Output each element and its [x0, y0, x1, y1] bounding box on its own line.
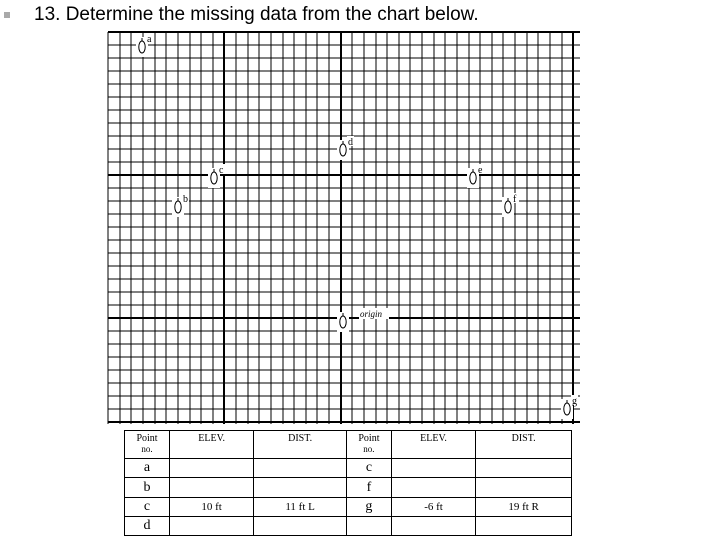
table-cell: [254, 459, 347, 478]
table-cell: [476, 516, 572, 535]
table-cell: [254, 478, 347, 497]
table-cell: [170, 516, 254, 535]
table-cell: [391, 459, 475, 478]
point-g-label: g: [572, 396, 577, 407]
point-d-symbol: [340, 144, 346, 156]
table-cell: 19 ft R: [476, 497, 572, 516]
table-cell: g: [346, 497, 391, 516]
header-elev-left: ELEV.: [170, 431, 254, 459]
table-cell: [170, 478, 254, 497]
header-elev-right: ELEV.: [391, 431, 475, 459]
table-cell: f: [346, 478, 391, 497]
point-b-label: b: [183, 194, 188, 205]
table-cell: [476, 478, 572, 497]
point-c-symbol: [211, 172, 217, 184]
point-e-label: e: [478, 165, 483, 176]
point-f-label: f: [513, 194, 517, 205]
point-c-label: c: [219, 165, 224, 176]
table-cell: [346, 516, 391, 535]
point-a-label: a: [147, 34, 152, 45]
table-cell: 10 ft: [170, 497, 254, 516]
page-title: 13. Determine the missing data from the chart below.: [34, 4, 479, 25]
table-cell: c: [346, 459, 391, 478]
table-cell: d: [125, 516, 170, 535]
point-e-symbol: [470, 172, 476, 184]
table-row: [125, 497, 572, 516]
point-f-symbol: [505, 201, 511, 213]
header-dist-left: DIST.: [254, 431, 347, 459]
header-dist-right: DIST.: [476, 431, 572, 459]
table-row: [125, 459, 572, 478]
point-a-symbol: [139, 41, 145, 53]
header-point-right: Point no.: [346, 431, 391, 459]
table-cell: b: [125, 478, 170, 497]
table-cell: a: [125, 459, 170, 478]
table-cell: [391, 516, 475, 535]
point-g-symbol: [564, 403, 570, 415]
table-header-row: [125, 431, 572, 459]
table-cell: c: [125, 497, 170, 516]
point-b-symbol: [175, 201, 181, 213]
header-point-left: Point no.: [125, 431, 170, 459]
point-origin-symbol: [340, 316, 346, 328]
table-cell: 11 ft L: [254, 497, 347, 516]
table-cell: [391, 478, 475, 497]
table-cell: [476, 459, 572, 478]
data-table: [124, 430, 572, 536]
table-cell: [170, 459, 254, 478]
table-row: [125, 516, 572, 535]
point-origin-label: origin: [360, 309, 383, 319]
table-row: [125, 478, 572, 497]
table-cell: -6 ft: [391, 497, 475, 516]
point-d-label: d: [348, 137, 353, 148]
table-cell: [254, 516, 347, 535]
